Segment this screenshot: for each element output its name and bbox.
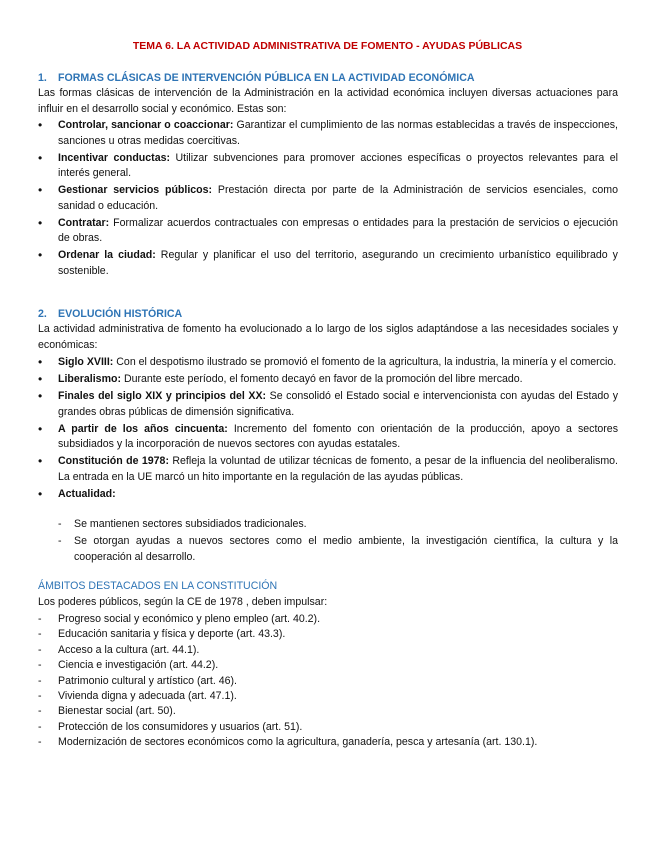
list-item: • Gestionar servicios públicos: Prestación directa por parte de la Administración de servicios esenciales, como sanidad o educación. (38, 183, 618, 214)
list-item: • Finales del siglo XIX y principios del XX: Se consolidó el Estado social e intervencionista con ayudas del Estado y grandes obras públicas de dimensión significativa. (38, 389, 618, 420)
section-1-intro: Las formas clásicas de intervención de la Administración en la actividad económica incluyen diversas actuaciones para influir en el desarrollo social y económico. Estas son: (38, 87, 618, 115)
list-item: • Contratar: Formalizar acuerdos contractuales con empresas o entidades para la prestación de servicios o ejecución de obras. (38, 216, 618, 247)
section-2-list (38, 355, 618, 504)
list-item: - Acceso a la cultura (art. 44.1). (38, 643, 618, 658)
list-item: - Educación sanitaria y física y deporte (art. 43.3). (38, 627, 618, 642)
actualidad-sublist (58, 517, 618, 567)
list-item: - Bienestar social (art. 50). (38, 704, 618, 719)
section-1-list (38, 118, 618, 281)
section-3-heading: ÁMBITOS DESTACADOS EN LA CONSTITUCIÓN (38, 580, 278, 592)
list-item: • Incentivar conductas: Utilizar subvenciones para promover acciones específicas o proyectos relevantes para el interés general. (38, 151, 618, 182)
section-3-intro: Los poderes públicos, según la CE de 1978 , deben impulsar: (38, 596, 328, 608)
list-item: - Progreso social y económico y pleno empleo (art. 40.2). (38, 612, 618, 627)
sub-list-item: - Se otorgan ayudas a nuevos sectores como el medio ambiente, la investigación científica, la cultura y la cooperación al desarrollo. (58, 534, 618, 565)
list-item: - Modernización de sectores económicos como la agricultura, ganadería, pesca y artesanía (art. 130.1). (38, 735, 618, 750)
section-2-intro: La actividad administrativa de fomento ha evolucionado a lo largo de los siglos adaptándose a las necesidades sociales y económicas: (38, 323, 618, 351)
list-item: • Actualidad: (38, 487, 618, 503)
section-2-title: EVOLUCIÓN HISTÓRICA (58, 308, 183, 320)
document-title: TEMA 6. LA ACTIVIDAD ADMINISTRATIVA DE FOMENTO - AYUDAS PÚBLICAS (132, 40, 523, 52)
list-item: - Vivienda digna y adecuada (art. 47.1). (38, 689, 618, 704)
list-item: - Patrimonio cultural y artístico (art. 46). (38, 674, 618, 689)
list-item: • Liberalismo: Durante este período, el fomento decayó en favor de la promoción del libre mercado. (38, 372, 618, 388)
section-1-heading (38, 72, 475, 84)
section-2-heading (38, 308, 182, 320)
section-1-number: 1. (38, 72, 47, 84)
list-item: • Controlar, sancionar o coaccionar: Garantizar el cumplimiento de las normas establecidas a través de inspecciones, sanciones u otras medidas coercitivas. (38, 118, 618, 149)
list-item: - Ciencia e investigación (art. 44.2). (38, 658, 618, 673)
list-item: • Constitución de 1978: Refleja la voluntad de utilizar técnicas de fomento, a pesar de la influencia del neoliberalismo. La entrada en la UE marcó un hito importante en la regulación de las ayudas públicas. (38, 454, 618, 485)
list-item: • Siglo XVIII: Con el despotismo ilustrado se promovió el fomento de la agricultura, la industria, la minería y el comercio. (38, 355, 618, 371)
sub-list-item: - Se mantienen sectores subsidiados tradicionales. (58, 517, 618, 533)
list-item: - Protección de los consumidores y usuarios (art. 51). (38, 720, 618, 735)
section-3-list (38, 612, 618, 751)
list-item: • A partir de los años cincuenta: Incremento del fomento con orientación de la producción, apoyo a sectores subsidiados y la incorporación de nuevos sectores con ayudas estatales. (38, 422, 618, 453)
section-1-title: FORMAS CLÁSICAS DE INTERVENCIÓN PÚBLICA EN LA ACTIVIDAD ECONÓMICA (58, 72, 475, 84)
section-2-number: 2. (38, 308, 47, 320)
list-item: • Ordenar la ciudad: Regular y planificar el uso del territorio, asegurando un crecimiento urbanístico equilibrado y sostenible. (38, 248, 618, 279)
